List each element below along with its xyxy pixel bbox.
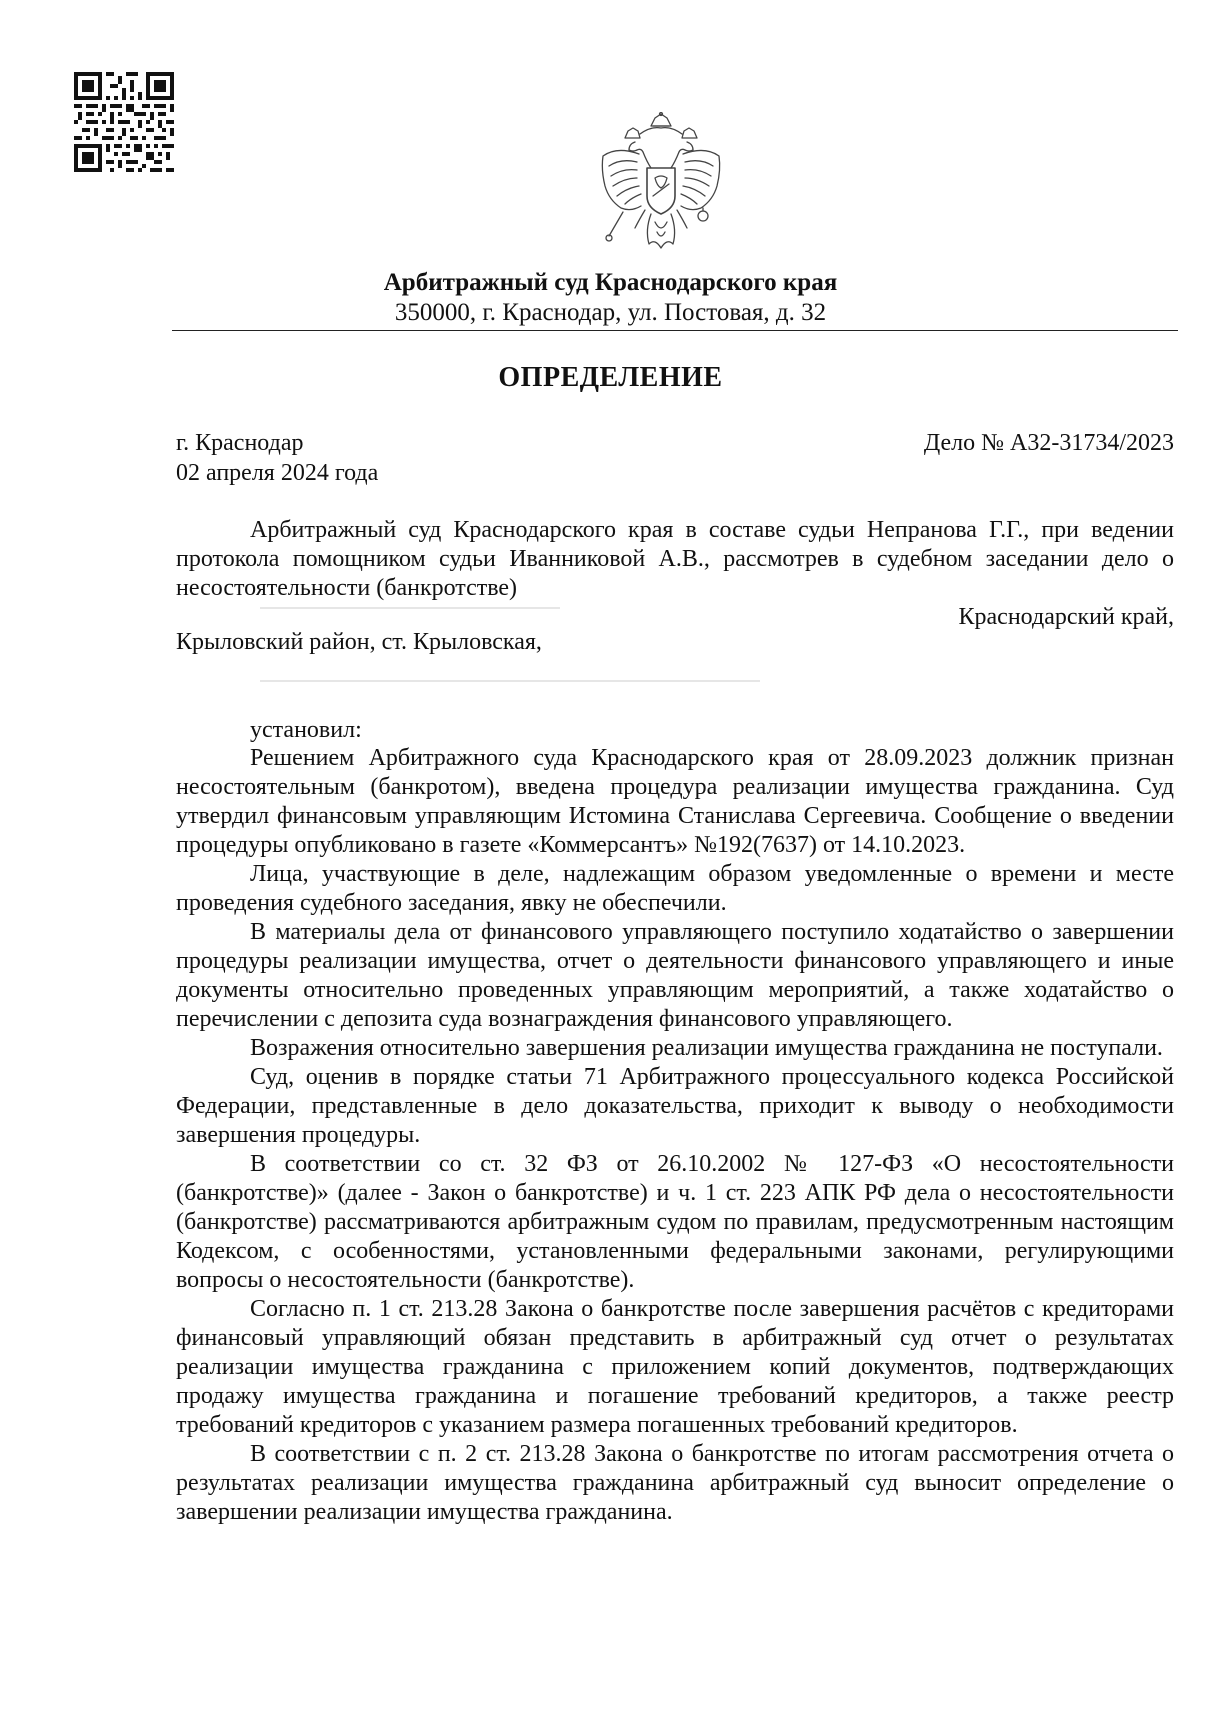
document-place: г. Краснодар [176, 430, 304, 456]
paragraph: Суд, оценив в порядке статьи 71 Арбитражного процессуального кодекса Российской Федерации, представленные в дело доказательства, приходит к выводу о необходимости завершения процедуры. [176, 1064, 1174, 1148]
paragraph: Лица, участвующие в деле, надлежащим образом уведомленные о времени и месте проведения судебного заседания, явку не обеспечили. [176, 861, 1174, 916]
paragraph: Решением Арбитражного суда Краснодарского края от 28.09.2023 должник признан несостоятельным (банкротом), введена процедура реализации имущества гражданина. Суд утвердил финансовым управляющим Истомина Станислава Сергеевича. Сообщение о введении процедуры опубликовано в газете «Коммерсантъ» №192(7637) от 14.10.2023. [176, 745, 1174, 858]
court-name: Арбитражный суд Краснодарского края [383, 269, 838, 296]
region-line: Краснодарский край, [958, 604, 1174, 630]
qr-code-icon [74, 72, 174, 172]
intro-paragraph-text: Арбитражный суд Краснодарского края в составе судьи Непранова Г.Г., при ведении протокола помощником судьи Иванниковой А.В., рассмотрев в судебном заседании дело о несостоятельности (банкротстве) [176, 517, 1174, 601]
main-text [176, 744, 1174, 1527]
header-divider [172, 330, 1178, 331]
paragraph: В соответствии с п. 2 ст. 213.28 Закона о банкротстве по итогам рассмотрения отчета о результатах реализации имущества гражданина арбитражный суд выносит определение о завершении реализации имущества гражданина. [176, 1441, 1174, 1525]
document-date: 02 апреля 2024 года [176, 460, 379, 486]
court-address: 350000, г. Краснодар, ул. Постовая, д. 32 [394, 299, 827, 326]
established-label: установил: [250, 717, 362, 743]
russian-coat-of-arms-icon [595, 112, 727, 262]
paragraph: Согласно п. 1 ст. 213.28 Закона о банкротстве после завершения расчётов с кредиторами финансовый управляющий обязан представить в арбитражный суд отчет о результатах реализации имущества гражданина с приложением копий документов, подтверждающих продажу имущества гражданина и погашение требований кредиторов, а также реестр требований кредиторов с указанием размера погашенных требований кредиторов. [176, 1296, 1174, 1438]
document-title: ОПРЕДЕЛЕНИЕ [498, 362, 723, 393]
district-line: Крыловский район, ст. Крыловская, [176, 629, 542, 655]
redaction-mark [260, 680, 760, 682]
paragraph: В материалы дела от финансового управляющего поступило ходатайство о завершении процедуры реализации имущества, отчет о деятельности финансового управляющего и иные документы относительно проведенных управляющим мероприятий, а также ходатайство о перечислении с депозита суда вознаграждения финансового управляющего. [176, 919, 1174, 1032]
paragraph: В соответствии со ст. 32 ФЗ от 26.10.2002 № 127-ФЗ «О несостоятельности (банкротстве)» (далее - Закон о банкротстве) и ч. 1 ст. 223 АПК РФ дела о несостоятельности (банкротстве) рассматриваются арбитражным судом по правилам, предусмотренным настоящим Кодексом, с особенностями, установленными федеральными законами, регулирующими вопросы о несостоятельности (банкротстве). [176, 1151, 1174, 1293]
case-number: Дело № А32-31734/2023 [923, 430, 1174, 456]
intro-paragraph [176, 516, 1174, 603]
redaction-mark [260, 607, 560, 609]
paragraph: Возражения относительно завершения реализации имущества гражданина не поступали. [250, 1035, 1163, 1061]
